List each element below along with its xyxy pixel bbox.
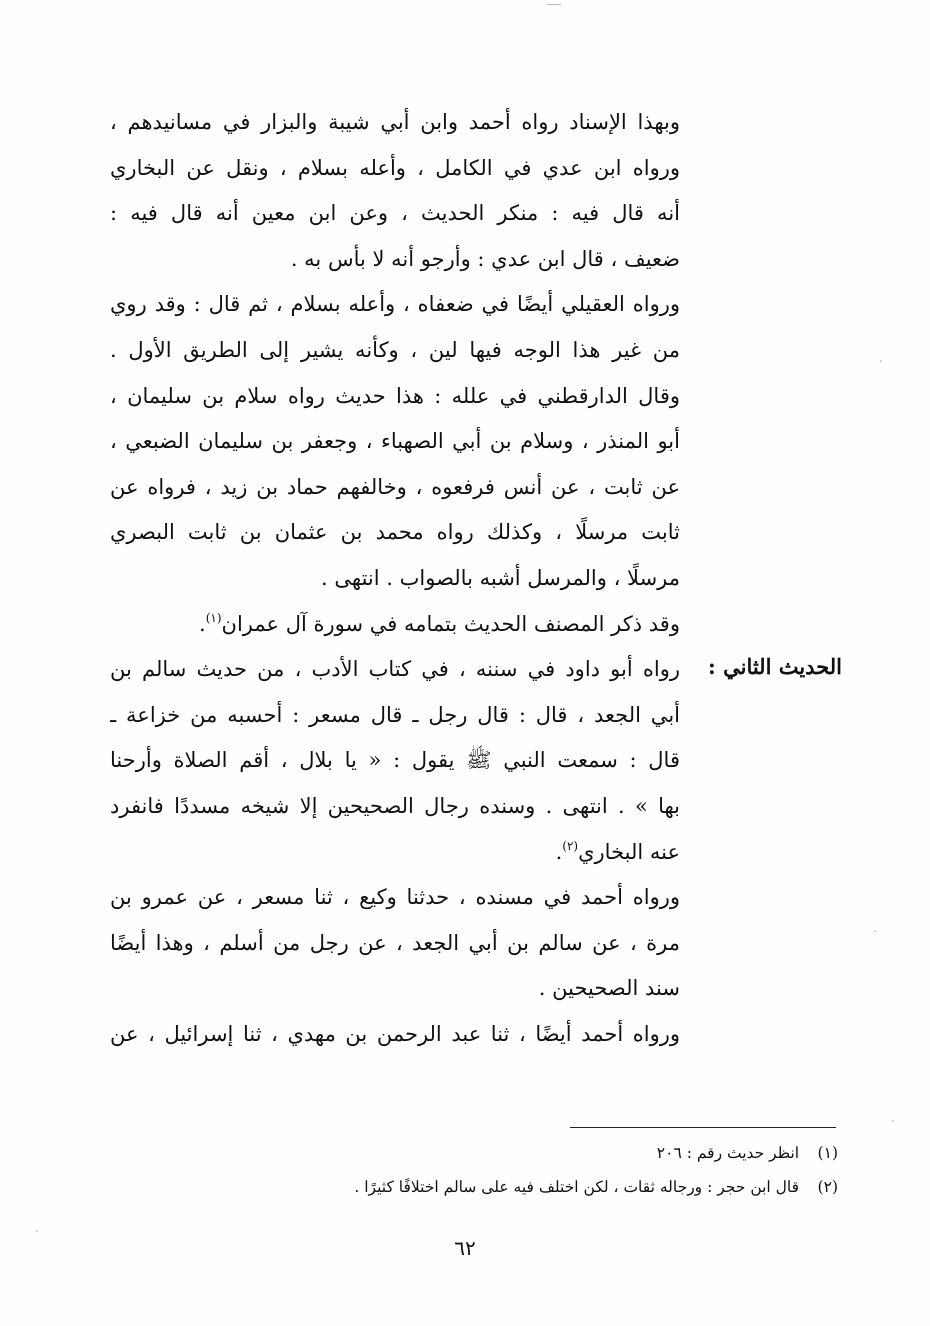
text-line: ثابت مرسلًا ، وكذلك رواه محمد بن عثمان بن ثابت البصري (110, 520, 680, 545)
text-line: عن ثابت ، عن أنس فرفعوه ، وخالفهم حماد بن زيد ، فرواه عن (110, 474, 680, 499)
hadith-heading: الحديث الثاني : (708, 654, 842, 679)
text-line: أبي الجعد ، قال : قال رجل ـ قال مسعر : أحسبه من خزاعة ـ (110, 702, 680, 727)
text-line-with-footnote (110, 602, 680, 648)
period: . (555, 839, 563, 864)
footnote-text: انظر حديث رقم : ٢٠٦ (656, 1144, 800, 1162)
text-line: ضعيف ، قال ابن عدي : وأرجو أنه لا بأس به . (290, 246, 680, 271)
footnote-ref[interactable]: (١) (205, 610, 222, 625)
text-line: عنه البخاري (578, 839, 680, 864)
scan-speck (874, 930, 876, 932)
text-line: وقال الدارقطني في علله : هذا حديث رواه سلام بن سليمان ، (110, 383, 680, 408)
footnote-number: (١) (817, 1144, 838, 1162)
text-line: مرسلًا ، والمرسل أشبه بالصواب . انتهى . (321, 565, 680, 590)
footnote-number: (٢) (817, 1178, 838, 1196)
text-line: ورواه العقيلي أيضًا في ضعفاه ، وأعله بسلام ، ثم قال : وقد روي (110, 292, 680, 317)
text-line: أنه قال فيه : منكر الحديث ، وعن ابن معين أنه قال فيه : (110, 201, 680, 226)
body-text (110, 100, 680, 1057)
text-line-with-footnote (110, 830, 680, 876)
text-line: مرة ، عن سالم بن أبي الجعد ، عن رجل من أسلم ، وهذا أيضًا (110, 930, 680, 955)
text-line: وبهذا الإسناد رواه أحمد وابن أبي شيبة والبزار في مسانيدهم ، (110, 110, 680, 134)
text-line: رواه أبو داود في سننه ، في كتاب الأدب ، من حديث سالم بن (110, 657, 680, 682)
text-line: بها » . انتهى . وسنده رجال الصحيحين إلا شيخه مسددًا فانفرد (110, 793, 680, 818)
text-line: من غير هذا الوجه فيها لين ، وكأنه يشير إلى الطريق الأول . (110, 337, 680, 362)
footnote-divider (570, 1127, 836, 1128)
text-line: سند الصحيحين . (538, 976, 680, 1001)
text-line: وقد ذكر المصنف الحديث بتمامه في سورة آل عمران (221, 611, 680, 636)
period: . (199, 611, 206, 636)
scan-speck (892, 1120, 894, 1122)
footnote-ref[interactable]: (٢) (562, 838, 579, 853)
text-line: أبو المنذر ، وسلام بن أبي الصهباء ، وجعفر بن سليمان الضبعي ، (110, 429, 680, 454)
text-line: ورواه أحمد أيضًا ، ثنا عبد الرحمن بن مهدي ، ثنا إسرائيل ، عن (110, 1021, 680, 1046)
page-number: ٦٢ (454, 1236, 476, 1260)
scan-speck (880, 360, 882, 362)
footnote-item (420, 1136, 838, 1170)
footnote-text: قال ابن حجر : ورجاله ثقات ، لكن اختلف فيه على سالم اختلافًا كثيرًا . (354, 1178, 800, 1196)
scan-speck (36, 1230, 38, 1232)
text-line: قال : سمعت النبي ﷺ يقول : « يا بلال ، أقم الصلاة وأرحنا (110, 748, 680, 773)
text-line: ورواه ابن عدي في الكامل ، وأعله بسلام ، ونقل عن البخاري (110, 155, 680, 180)
footnote-item (354, 1170, 838, 1204)
text-line: ورواه أحمد في مسنده ، حدثنا وكيع ، ثنا مسعر ، عن عمرو بن (110, 885, 680, 910)
scan-mark (547, 4, 561, 5)
footnotes (354, 1136, 838, 1204)
